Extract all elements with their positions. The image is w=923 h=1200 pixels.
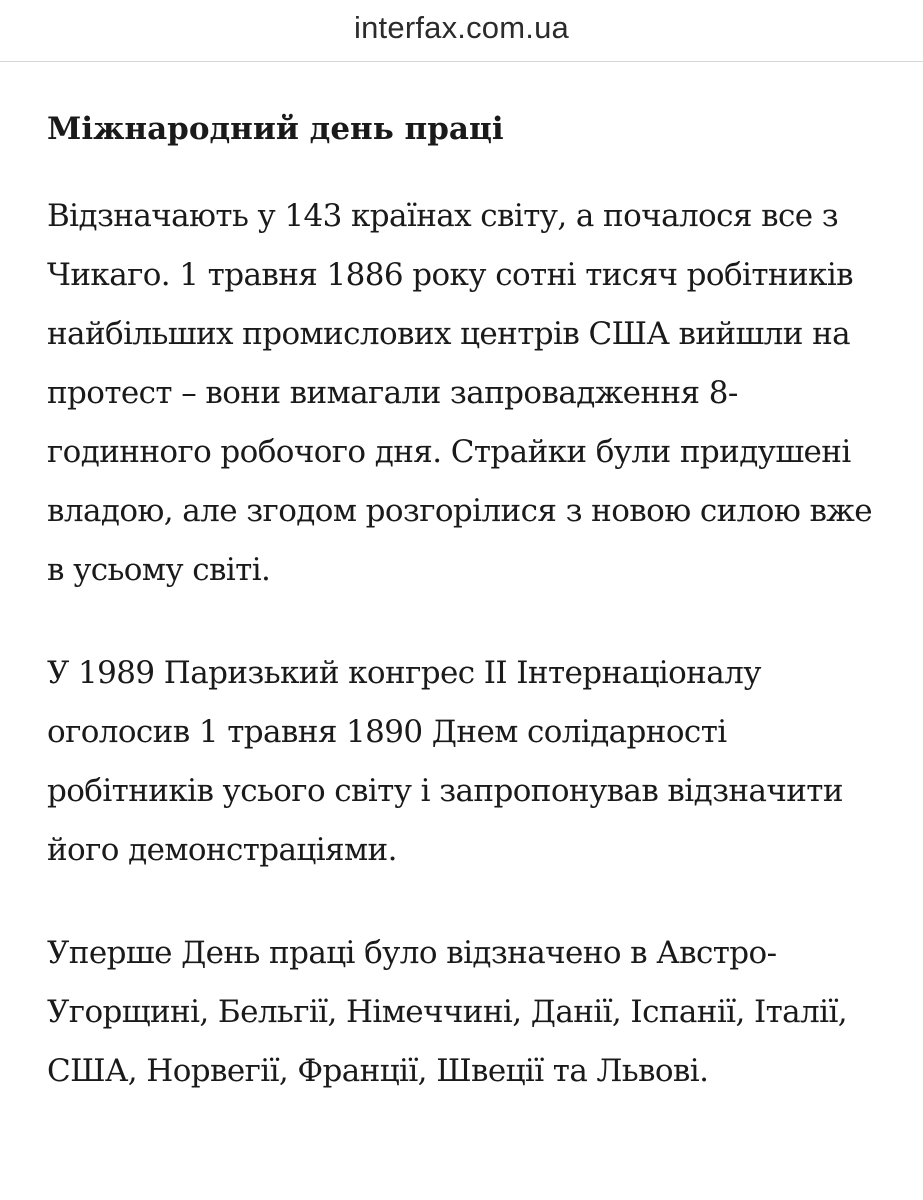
article-title: Міжнародний день праці bbox=[47, 111, 504, 147]
article-paragraph: У 1989 Паризький конгрес II Інтернаціоналу оголосив 1 травня 1890 Днем солідарності робітників усього світу і запропонував відзначити його демонстраціями. bbox=[47, 655, 843, 868]
article-body bbox=[0, 109, 923, 1101]
address-bar[interactable] bbox=[0, 0, 923, 62]
article-paragraph: Уперше День праці було відзначено в Австро-Угорщині, Бельгії, Німеччині, Данії, Іспанії, Італії, США, Норвегії, Франції, Швеції та Львові. bbox=[47, 935, 848, 1089]
url-text[interactable]: interfax.com.ua bbox=[354, 9, 569, 45]
article-paragraph: Відзначають у 143 країнах світу, а почалося все з Чикаго. 1 травня 1886 року сотні тисяч робітників найбільших промислових центрів США вийшли на протест – вони вимагали запровадження 8-годинного робочого дня. Страйки були придушені владою, але згодом розгорілися з новою силою вже в усьому світі. bbox=[47, 198, 872, 588]
